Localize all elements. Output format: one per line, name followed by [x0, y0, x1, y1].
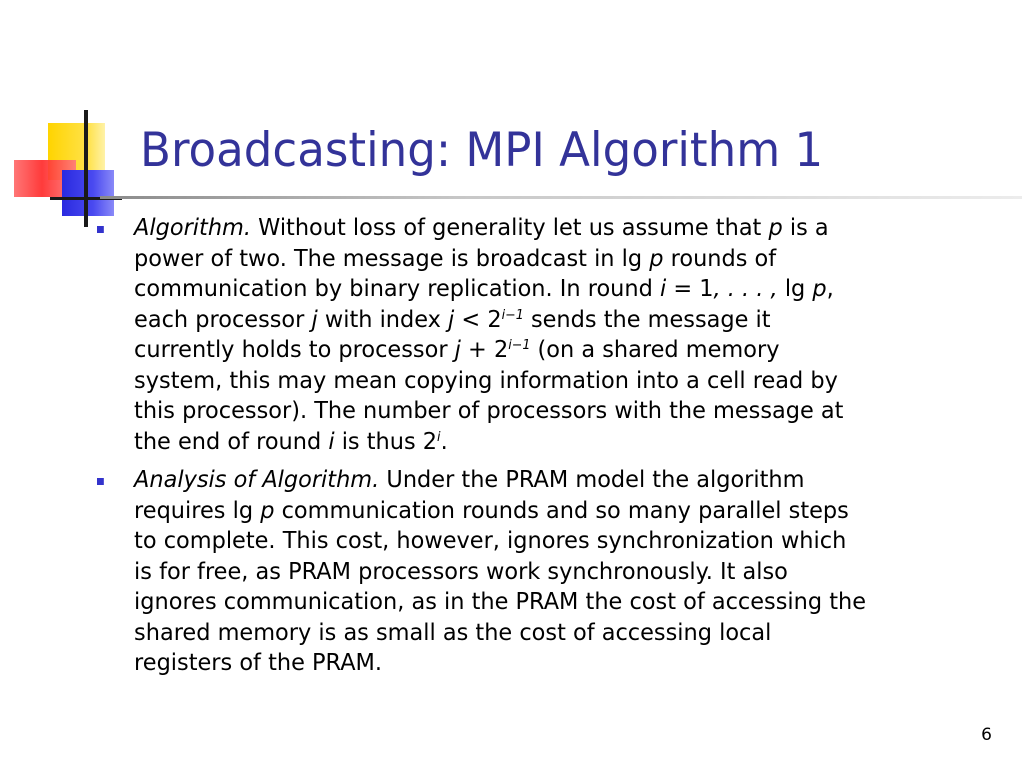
text-run: shared memory is as small as the cost of accessing local	[134, 619, 772, 646]
text-line	[134, 274, 974, 305]
math-variable: j	[311, 306, 318, 333]
math-variable: i	[659, 276, 667, 302]
text-run: ignores communication, as in the PRAM the cost of accessing the	[134, 589, 867, 615]
page-number: 6	[981, 725, 992, 745]
logo-blue-square	[62, 170, 114, 216]
text-run: each processor	[134, 306, 312, 333]
text-run: = 1	[666, 276, 714, 302]
math-variable: p	[649, 245, 664, 272]
text-run: .	[440, 428, 448, 455]
math-variable: , . . . ,	[713, 276, 778, 302]
text-line	[134, 427, 974, 458]
text-run: sends the message it	[523, 306, 771, 333]
text-line	[134, 648, 974, 679]
bullet-item	[97, 465, 975, 679]
text-line	[134, 244, 974, 275]
superscript: i	[437, 429, 441, 445]
superscript: i−1	[508, 338, 531, 353]
text-run: registers of the PRAM.	[134, 650, 383, 676]
text-run: Without loss of generality let us assume that	[251, 215, 769, 241]
math-variable: p	[768, 215, 783, 241]
text-run: this processor). The number of processors with the message at	[134, 398, 844, 424]
text-run: is a	[782, 215, 829, 241]
bullet-square-icon	[97, 226, 104, 233]
math-variable: i	[328, 428, 335, 455]
text-run: rounds of	[663, 245, 777, 272]
text-line	[134, 213, 974, 244]
bullet-lead: Analysis of Algorithm.	[134, 467, 380, 493]
text-run: lg	[777, 276, 813, 302]
text-run: is for free, as PRAM processors work synchronously. It also	[134, 558, 788, 585]
text-line	[134, 496, 974, 527]
superscript: i−1	[501, 307, 524, 323]
text-run: + 2	[460, 337, 509, 363]
text-line	[134, 557, 974, 588]
text-run: system, this may mean copying information into a cell read by	[134, 367, 838, 394]
text-run: Under the PRAM model the algorithm	[379, 467, 805, 493]
text-line	[134, 396, 974, 427]
bullet-list	[97, 213, 997, 679]
text-run: the end of round	[134, 428, 329, 455]
text-line	[134, 335, 974, 366]
text-run: is thus 2	[334, 428, 438, 455]
text-run: power of two. The message is broadcast in lg	[134, 245, 650, 272]
slide-title: Broadcasting: MPI Algorithm 1	[140, 123, 824, 178]
bullet-item	[97, 213, 975, 457]
math-variable: j	[448, 306, 455, 333]
text-run: ,	[826, 276, 834, 302]
math-variable: p	[812, 276, 827, 302]
text-run: with index	[317, 306, 449, 333]
text-run: to complete. This cost, however, ignores synchronization which	[134, 528, 847, 554]
text-run: (on a shared memory	[530, 337, 780, 363]
math-variable: p	[260, 497, 275, 524]
text-line	[134, 305, 974, 336]
text-run: requires lg	[134, 497, 261, 524]
text-run: communication by binary replication. In round	[134, 276, 660, 302]
text-line	[134, 366, 974, 397]
text-line	[134, 587, 974, 618]
text-line	[134, 618, 974, 649]
text-line	[134, 526, 974, 557]
bullet-square-icon	[97, 478, 104, 485]
bullet-lead: Algorithm.	[134, 215, 252, 241]
text-run: < 2	[454, 306, 502, 333]
title-underline	[100, 196, 1022, 199]
logo-vertical-line	[84, 110, 88, 227]
text-line	[134, 465, 974, 496]
text-run: communication rounds and so many parallel steps	[274, 497, 849, 524]
text-run: currently holds to processor	[134, 337, 455, 363]
math-variable: j	[454, 337, 461, 363]
